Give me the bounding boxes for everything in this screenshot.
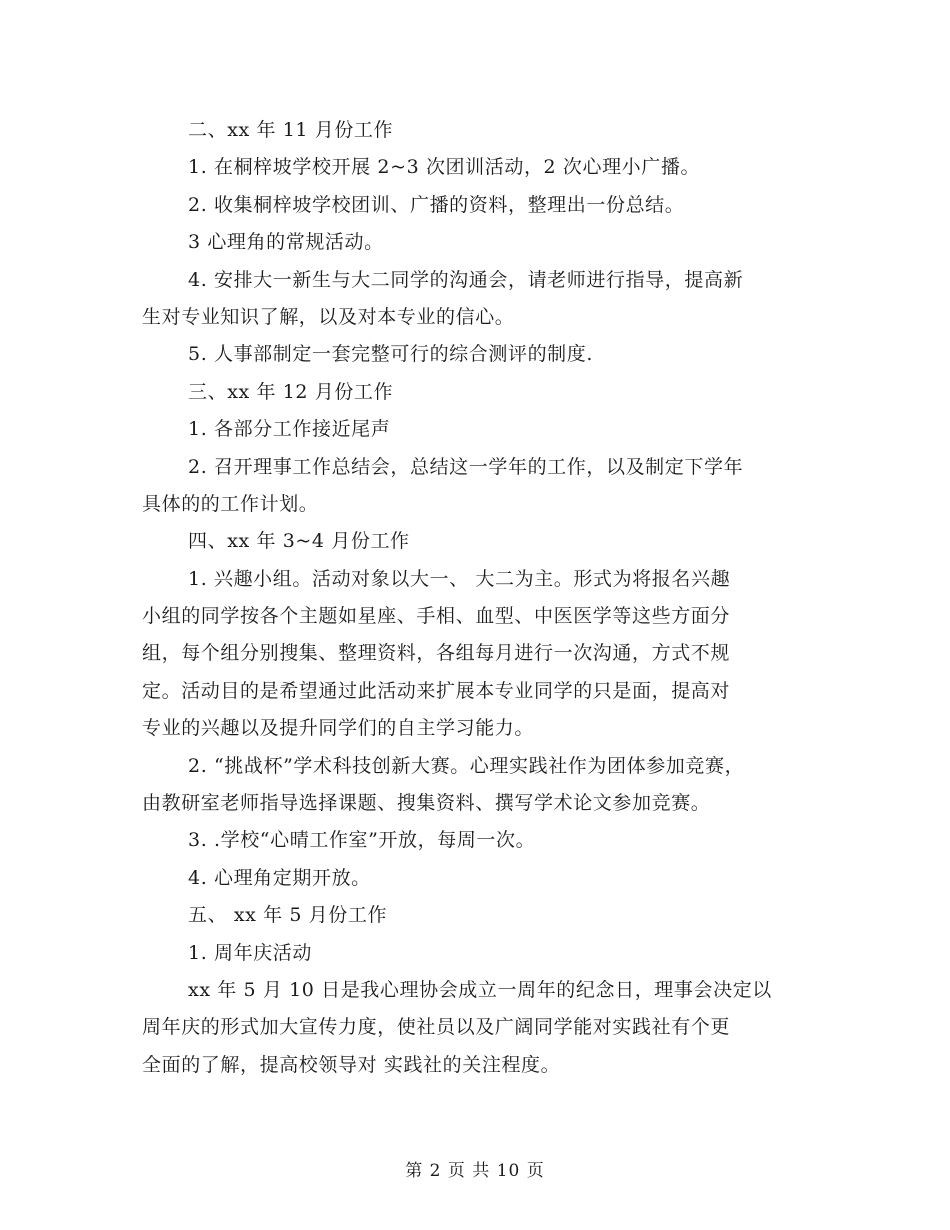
text-line: 由教研室老师指导选择课题、搜集资料、撰写学术论文参加竞赛。 <box>142 792 711 815</box>
text-line: 3. .学校“心晴工作室”开放，每周一次。 <box>188 829 536 852</box>
text-line: 2. “挑战杯”学术科技创新大赛。心理实践社作为团体参加竞赛， <box>188 754 745 777</box>
text-line: 定。活动目的是希望通过此活动来扩展本专业同学的只是面，提高对 <box>142 679 731 702</box>
text-line: 1. 周年庆活动 <box>188 941 312 964</box>
page-footer <box>0 1156 950 1181</box>
text-line: 1. 在桐梓坡学校开展 2~3 次团训活动，2 次心理小广播。 <box>188 156 701 179</box>
document-body <box>142 112 818 1084</box>
text-line: 1. 兴趣小组。活动对象以大一、 大二为主。形式为将报名兴趣 <box>188 567 731 590</box>
text-line: 4. 心理角定期开放。 <box>188 866 371 889</box>
page-number-text: 第 2 页 共 10 页 <box>405 1161 545 1181</box>
text-line: 二、xx 年 11 月份工作 <box>188 119 394 141</box>
text-line: 全面的了解，提高校领导对 实践社的关注程度。 <box>142 1053 561 1076</box>
text-line: 五、 xx 年 5 月份工作 <box>188 904 388 927</box>
text-line: 周年庆的形式加大宣传力度，使社员以及广阔同学能对实践社有个更 <box>142 1016 731 1039</box>
text-line: 4. 安排大一新生与大二同学的沟通会，请老师进行指导，提高新 <box>188 268 744 291</box>
text-line: 四、xx 年 3~4 月份工作 <box>188 530 410 553</box>
text-line: 专业的兴趣以及提升同学们的自主学习能力。 <box>142 717 535 740</box>
text-line: 组，每个组分别搜集、整理资料，各组每月进行一次沟通，方式不规 <box>142 642 731 665</box>
text-line: 具体的的工作计划。 <box>142 492 319 515</box>
text-line: 5. 人事部制定一套完整可行的综合测评的制度. <box>188 343 594 366</box>
text-line: xx 年 5 月 10 日是我心理协会成立一周年的纪念日，理事会决定以 <box>188 978 772 1001</box>
text-line: 2. 收集桐梓坡学校团训、广播的资料，整理出一份总结。 <box>188 193 685 216</box>
text-line: 生对专业知识了解，以及对本专业的信心。 <box>142 305 515 328</box>
text-line: 2. 召开理事工作总结会，总结这一学年的工作，以及制定下学年 <box>188 455 744 478</box>
text-line: 小组的同学按各个主题如星座、手相、血型、中医医学等这些方面分 <box>142 605 731 628</box>
text-line: 3 心理角的常规活动。 <box>188 231 384 254</box>
text-line: 三、xx 年 12 月份工作 <box>188 380 394 403</box>
text-line: 1. 各部分工作接近尾声 <box>188 418 391 441</box>
